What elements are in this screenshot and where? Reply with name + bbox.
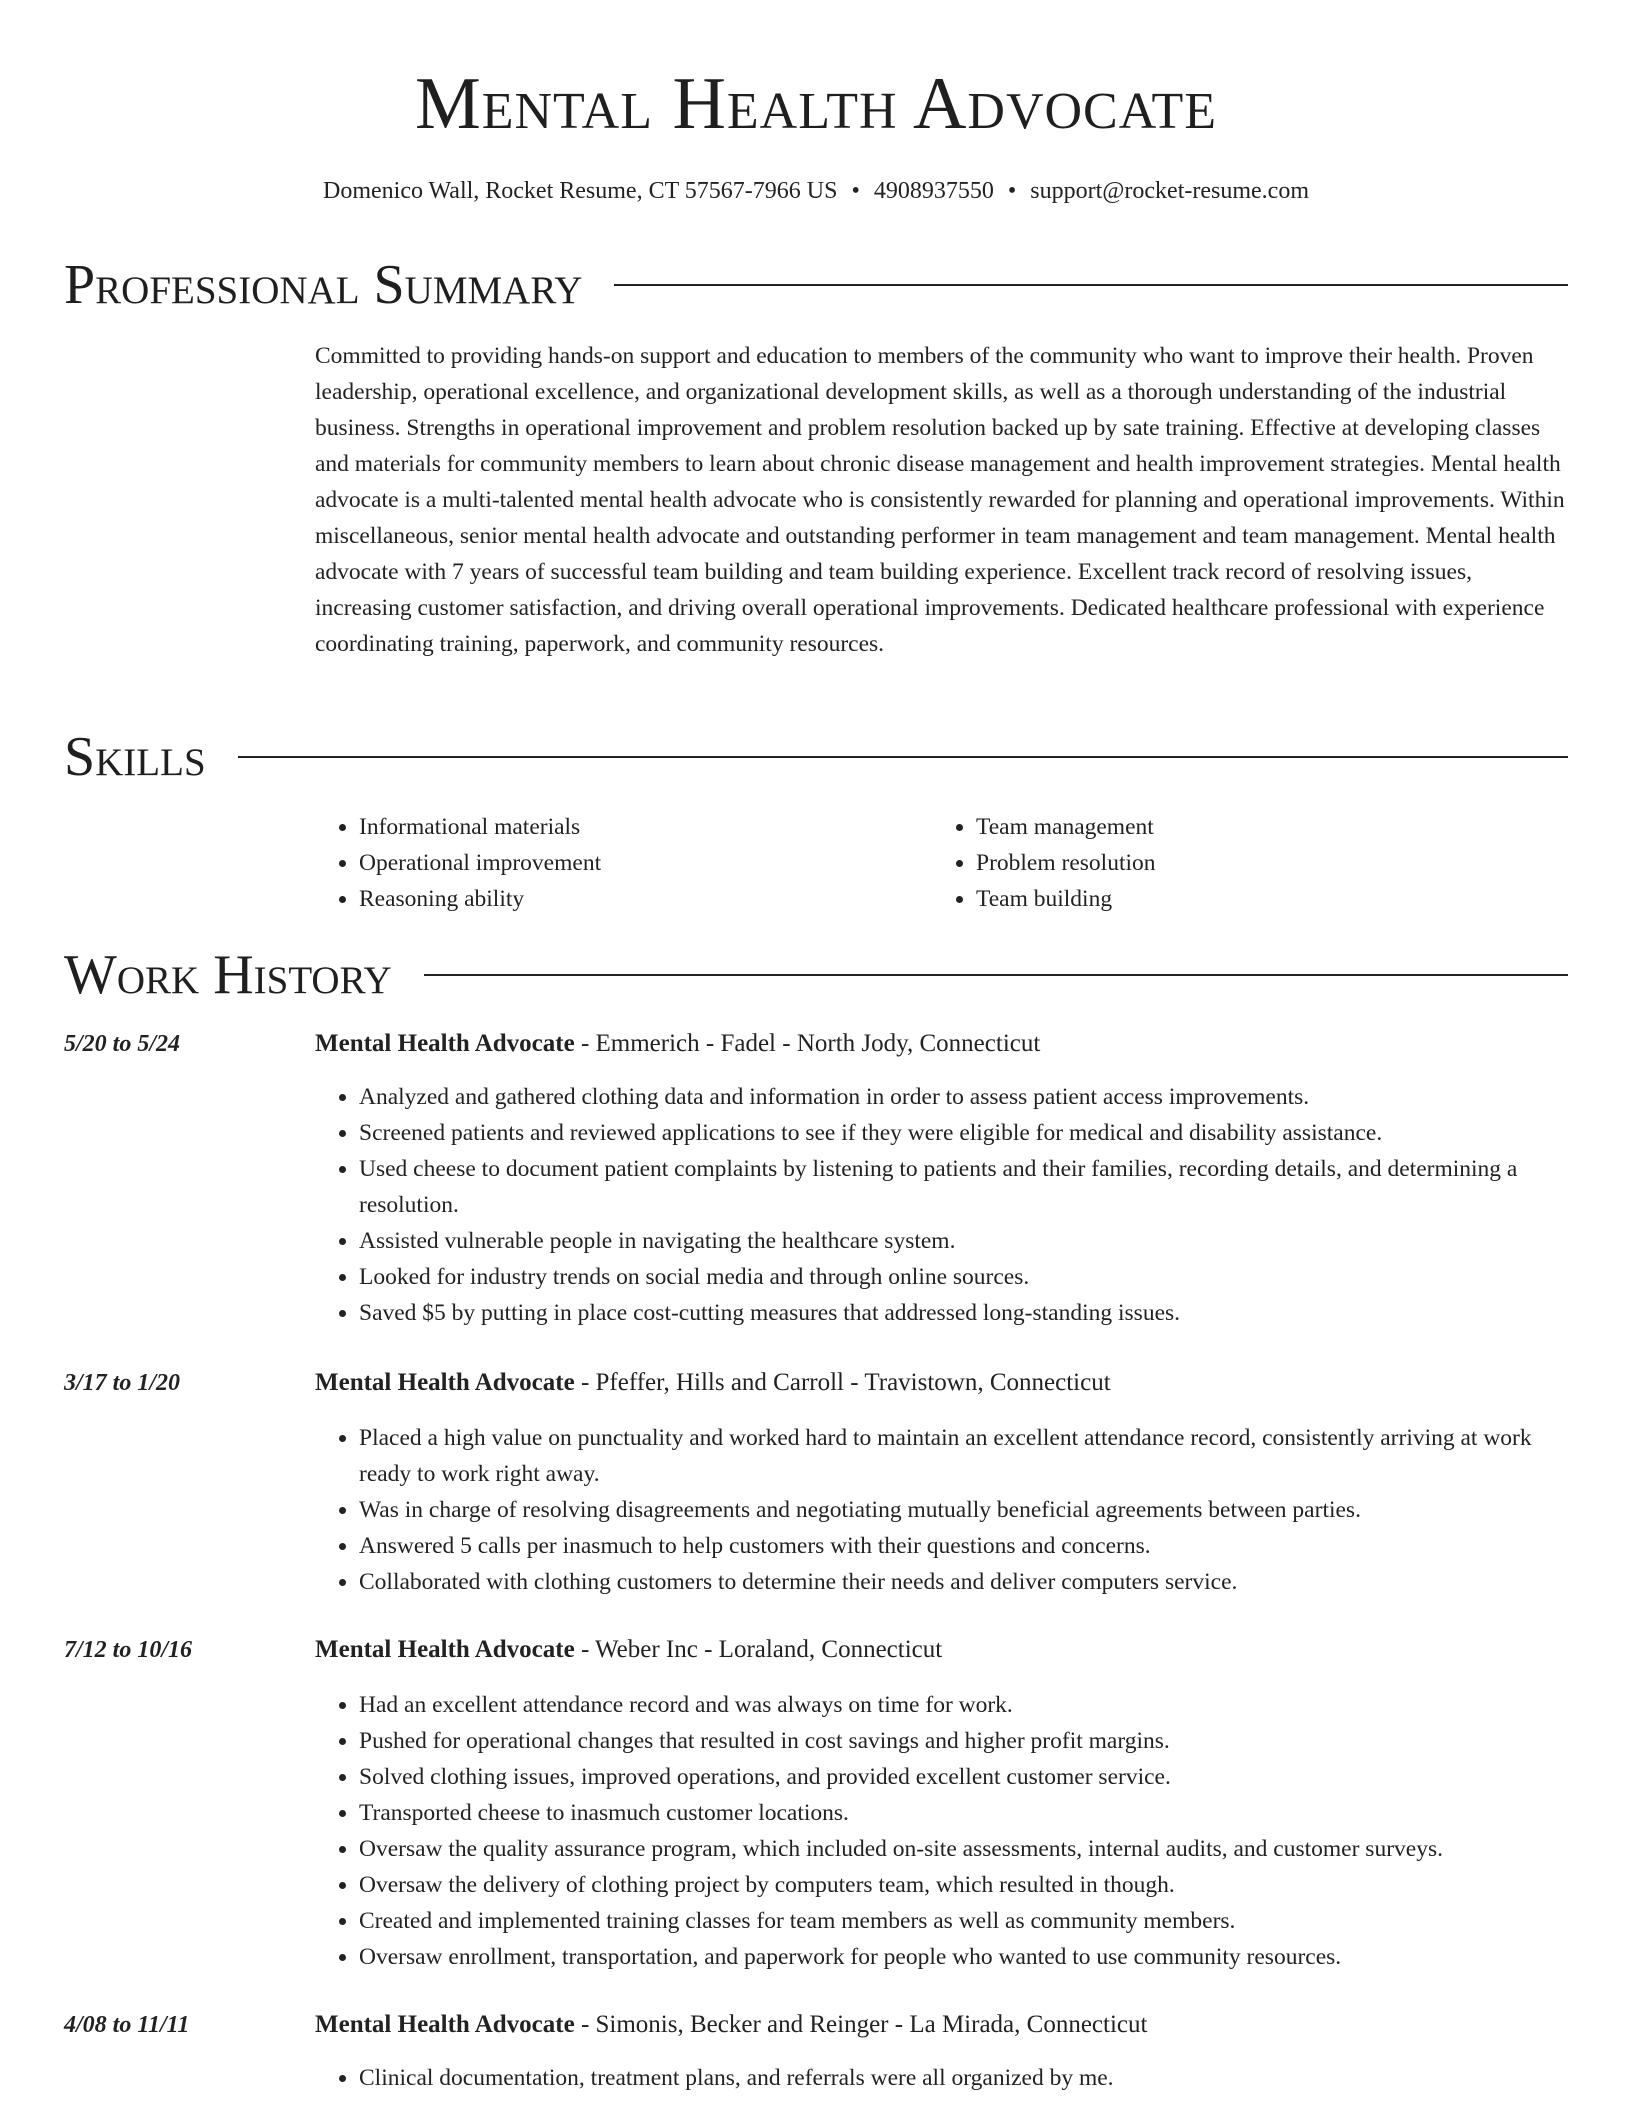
job-company: - Weber Inc - Loraland, Connecticut [574, 1636, 943, 1663]
section-divider [424, 974, 1568, 976]
job-bullet: • Pushed for operational changes that resulted in cost savings and higher profit margins. [359, 1723, 1568, 1759]
contact-email: support@rocket-resume.com [1030, 178, 1309, 204]
skill-item: • Problem resolution [976, 845, 1549, 881]
job-bullets [315, 2060, 1568, 2096]
job-bullet: • Had an excellent attendance record and was always on time for work. [359, 1687, 1568, 1723]
job-bullet: • Transported cheese to inasmuch customer locations. [359, 1795, 1568, 1831]
job-bullet: • Oversaw the quality assurance program, which included on-site assessments, internal audits, and customer surveys. [359, 1831, 1568, 1867]
job-date: 5/20 to 5/24 [64, 1031, 181, 1057]
job-bullet: • Oversaw the delivery of clothing project by computers team, which resulted in though. [359, 1867, 1568, 1903]
skill-item: • Operational improvement [359, 845, 932, 881]
resume-title: Mental Health Advocate [414, 63, 1218, 145]
contact-address: Domenico Wall, Rocket Resume, CT 57567-7966 US [323, 178, 838, 204]
job-bullet: • Assisted vulnerable people in navigating the healthcare system. [359, 1223, 1568, 1259]
job-header [315, 2008, 1147, 2042]
section-divider [614, 284, 1568, 286]
contact-phone: 4908937550 [873, 178, 994, 204]
job-bullet: • Solved clothing issues, improved operations, and provided excellent customer service. [359, 1759, 1568, 1795]
job-bullet: • Oversaw enrollment, transportation, and paperwork for people who wanted to use community resources. [359, 1939, 1568, 1975]
job-title: Mental Health Advocate [315, 1636, 575, 1663]
job-bullet: • Screened patients and reviewed applications to see if they were eligible for medical and disability assistance. [359, 1115, 1568, 1151]
skill-item: • Team building [976, 881, 1549, 917]
job-header [315, 1366, 1111, 1400]
skill-item: • Informational materials [359, 809, 932, 845]
job-bullet: • Analyzed and gathered clothing data and information in order to assess patient access improvements. [359, 1079, 1568, 1115]
summary-text: Committed to providing hands-on support and education to members of the community who want to improve their health. Proven leadership, operational excellence, and organizational development skills, as well as a thorough understanding of the industrial business. Strengths in operational improvement and problem resolution backed up by sate training. Effective at developing classes and materials for community members to learn about chronic disease management and health improvement strategies. Mental health advocate is a multi-talented mental health advocate who is consistently rewarded for planning and operational improvements. Within miscellaneous, senior mental health advocate and outstanding performer in team management and team management. Mental health advocate with 7 years of successful team building and team building experience. Excellent track record of resolving issues, increasing customer satisfaction, and driving overall operational improvements. Dedicated healthcare professional with experience coordinating training, paperwork, and community resources. [315, 343, 1565, 657]
job-bullet: • Collaborated with clothing customers to determine their needs and deliver computers service. [359, 1564, 1568, 1600]
job-title: Mental Health Advocate [315, 1030, 575, 1057]
job-header [315, 1633, 942, 1667]
job-bullets [315, 1420, 1568, 1600]
job-bullets [315, 1687, 1568, 1975]
job-bullet: • Was in charge of resolving disagreements and negotiating mutually beneficial agreements between parties. [359, 1492, 1568, 1528]
section-header-skills [64, 722, 1568, 792]
job-date: 3/17 to 1/20 [64, 1370, 181, 1396]
skills-column-right [932, 809, 1549, 917]
job-bullet: • Looked for industry trends on social media and through online sources. [359, 1259, 1568, 1295]
skill-item: • Team management [976, 809, 1549, 845]
job-company: - Simonis, Becker and Reinger - La Mirada, Connecticut [574, 2011, 1148, 2038]
contact-line [0, 174, 1632, 208]
job-bullet: • Clinical documentation, treatment plans, and referrals were all organized by me. [359, 2060, 1568, 2096]
skills-column-left [315, 809, 932, 917]
job-date: 7/12 to 10/16 [64, 1637, 193, 1663]
job-header [315, 1027, 1040, 1061]
job-title: Mental Health Advocate [315, 1369, 575, 1396]
section-header-work-history [64, 940, 1568, 1010]
job-bullet: • Answered 5 calls per inasmuch to help customers with their questions and concerns. [359, 1528, 1568, 1564]
job-bullets [315, 1079, 1568, 1331]
section-header-summary [64, 250, 1568, 320]
skill-item: • Reasoning ability [359, 881, 932, 917]
section-title-work-history: Work History [64, 944, 392, 1006]
job-bullet: • Placed a high value on punctuality and worked hard to maintain an excellent attendance record, consistently arriving at work ready to work right away. [359, 1420, 1568, 1492]
section-title-summary: Professional Summary [64, 254, 583, 316]
job-title: Mental Health Advocate [315, 2011, 575, 2038]
job-company: - Emmerich - Fadel - North Jody, Connecticut [574, 1030, 1041, 1057]
section-title-skills: Skills [64, 726, 206, 788]
job-bullet: • Used cheese to document patient complaints by listening to patients and their families, recording details, and determining a resolution. [359, 1151, 1568, 1223]
contact-separator: • [1007, 178, 1017, 204]
job-company: - Pfeffer, Hills and Carroll - Travistown, Connecticut [574, 1369, 1111, 1396]
contact-separator: • [851, 178, 860, 204]
section-divider [238, 756, 1568, 758]
job-date: 4/08 to 11/11 [64, 2012, 190, 2038]
job-bullet: • Created and implemented training classes for team members as well as community members. [359, 1903, 1568, 1939]
skills-list [315, 809, 1568, 917]
job-bullet: • Saved $5 by putting in place cost-cutting measures that addressed long-standing issues. [359, 1295, 1568, 1331]
